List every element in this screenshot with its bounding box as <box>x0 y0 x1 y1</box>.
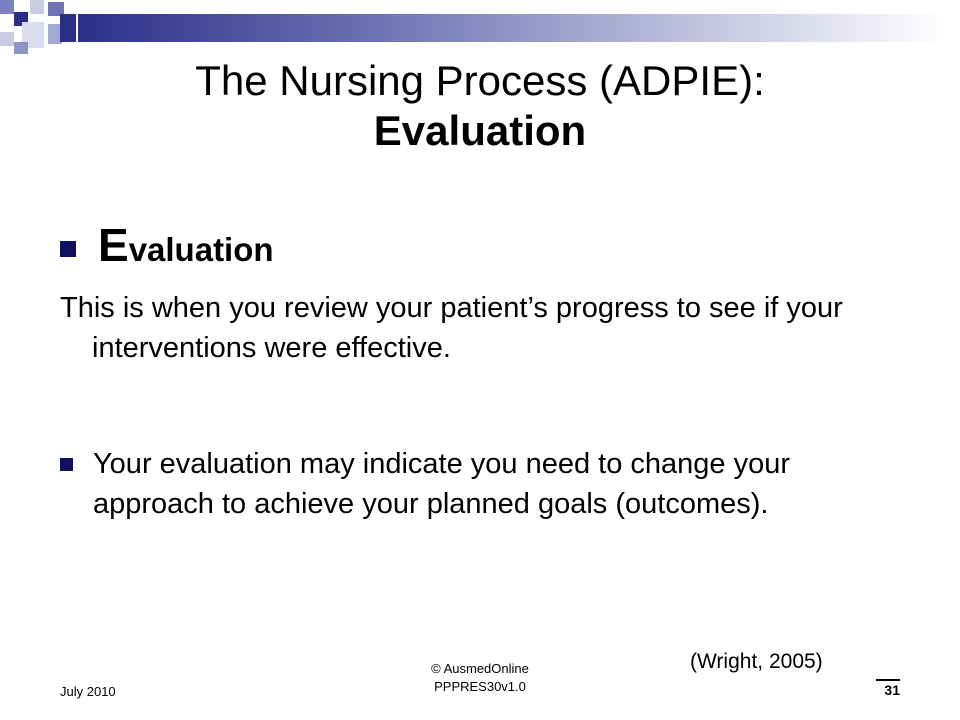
heading-bullet <box>60 218 880 272</box>
title-line-2: Evaluation <box>373 107 587 154</box>
deco-square <box>0 0 14 14</box>
page-number: 31 <box>876 679 900 698</box>
deco-square <box>0 32 14 46</box>
footer-code: PPPRES30v1.0 <box>434 679 526 694</box>
footer-copyright: © AusmedOnline <box>431 661 529 676</box>
heading-initial: E <box>98 219 129 271</box>
deco-square <box>60 14 76 42</box>
heading-rest: valuation <box>128 231 274 268</box>
heading-text <box>98 218 274 272</box>
bullet-text: Your evaluation may indicate you need to change your approach to achieve your planned goals (outcomes). <box>93 448 791 520</box>
description-paragraph: This is when you review your patient’s progress to see if your interventions were effective. <box>60 292 843 364</box>
slide-title <box>80 56 880 156</box>
evaluation-bullet <box>60 444 900 524</box>
title-line-1: The Nursing Process (ADPIE): <box>195 57 765 104</box>
deco-square <box>14 42 28 54</box>
deco-square <box>30 0 44 14</box>
citation: (Wright, 2005) <box>690 650 823 673</box>
square-bullet-icon <box>60 241 76 257</box>
footer-date: July 2010 <box>60 684 116 699</box>
square-bullet-icon <box>60 458 73 471</box>
header-gradient-bar <box>78 14 948 42</box>
footer-center <box>380 660 580 696</box>
